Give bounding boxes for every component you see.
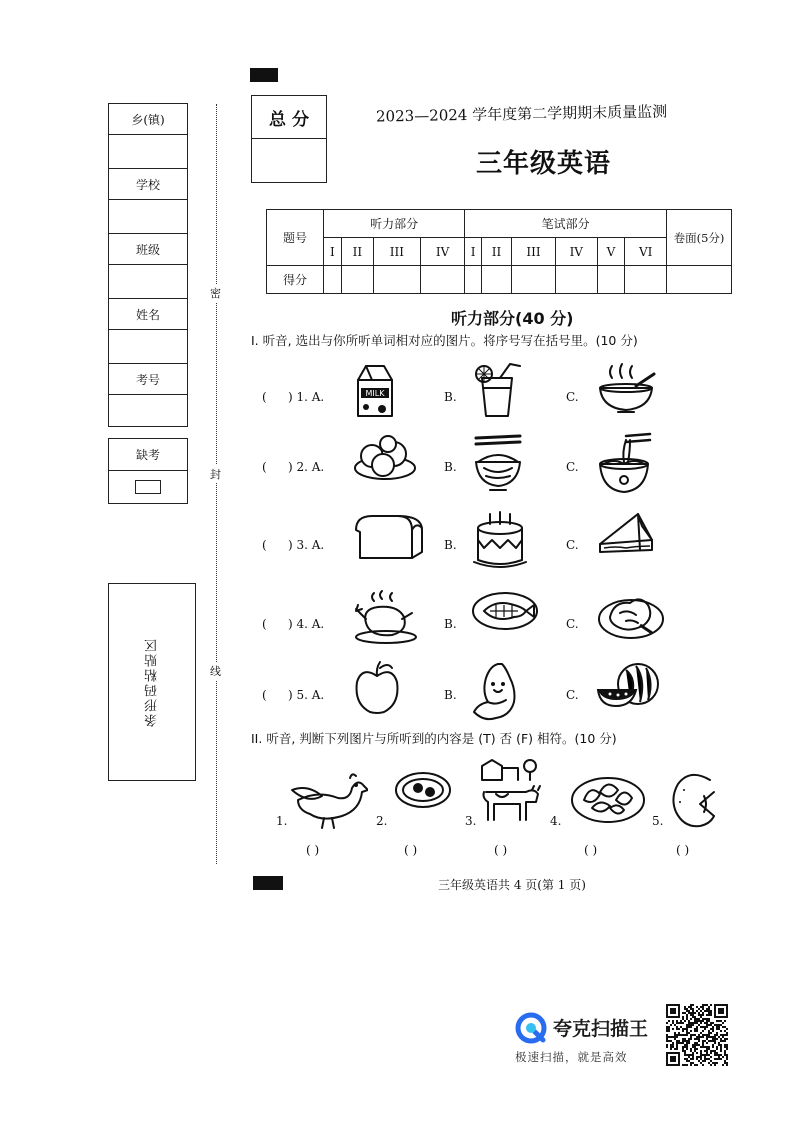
info-label-school: 学校 xyxy=(109,169,187,200)
q2-instruction: II. 听音, 判断下列图片与所听到的内容是 (T) 否 (F) 相符。(10 分) xyxy=(251,731,617,746)
buns-icon xyxy=(352,432,418,482)
q1-row xyxy=(0,508,794,578)
orange-icon xyxy=(670,770,716,830)
banana-icon xyxy=(470,660,520,722)
scanner-watermark xyxy=(515,1008,665,1068)
score-cell[interactable] xyxy=(512,266,556,294)
answer-bracket[interactable]: ( xyxy=(262,460,267,474)
q2-item-number: 1. xyxy=(276,814,288,828)
q2-item-number: 3. xyxy=(465,814,477,828)
answer-bracket[interactable]: ( ) xyxy=(306,843,320,857)
info-field-town[interactable] xyxy=(109,135,187,169)
score-table-listening-header: 听力部分 xyxy=(324,210,465,238)
meat-icon xyxy=(596,589,666,641)
answer-bracket[interactable]: ( xyxy=(262,390,267,404)
score-cell[interactable] xyxy=(373,266,420,294)
registration-mark-top xyxy=(250,68,278,82)
fish-icon xyxy=(470,589,540,633)
q1-item-label: ) 4. A. xyxy=(288,617,325,631)
rice-icon xyxy=(470,432,526,492)
noodles-icon xyxy=(596,432,652,498)
score-cell[interactable] xyxy=(465,266,482,294)
option-letter-c: C. xyxy=(566,460,579,474)
q2-item-number: 5. xyxy=(652,814,664,828)
option-letter-b: B. xyxy=(444,688,457,702)
soup-icon xyxy=(596,362,658,414)
info-field-class[interactable] xyxy=(109,265,187,299)
score-table-neatness-header: 卷面(5分) xyxy=(667,210,732,266)
dumplings-icon xyxy=(570,770,646,826)
q1-row xyxy=(0,430,794,500)
info-label-name: 姓名 xyxy=(109,299,187,330)
score-table-score-label: 得分 xyxy=(267,266,324,294)
info-field-name[interactable] xyxy=(109,330,187,364)
q2-item-number: 4. xyxy=(550,814,562,828)
page-info: 三年级英语共 4 页(第 1 页) xyxy=(438,878,586,892)
score-col-written-2: II xyxy=(481,238,511,266)
scanner-logo-icon xyxy=(515,1012,547,1044)
juice-icon xyxy=(470,362,526,418)
seal-char-mi: 密 xyxy=(210,284,221,302)
qr-code-icon[interactable] xyxy=(666,1004,728,1066)
q1-item-label: ) 1. A. xyxy=(288,390,325,404)
info-field-school[interactable] xyxy=(109,200,187,234)
exam-title: 2023—2024 学年度第二学期期末质量监测 xyxy=(375,102,668,126)
answer-bracket[interactable]: ( xyxy=(262,617,267,631)
score-col-listening-2: II xyxy=(341,238,373,266)
option-letter-c: C. xyxy=(566,390,579,404)
svg-text:MILK: MILK xyxy=(365,389,385,398)
q1-instruction: I. 听音, 选出与你所听单词相对应的图片。将序号写在括号里。(10 分) xyxy=(251,333,638,348)
score-cell[interactable] xyxy=(597,266,625,294)
score-cell[interactable] xyxy=(481,266,511,294)
apple-icon xyxy=(352,660,402,716)
score-cell[interactable] xyxy=(556,266,598,294)
score-col-listening-4: IV xyxy=(420,238,464,266)
option-letter-b: B. xyxy=(444,460,457,474)
info-label-class: 班级 xyxy=(109,234,187,265)
score-col-written-5: V xyxy=(597,238,625,266)
score-col-written-1: I xyxy=(465,238,482,266)
option-letter-c: C. xyxy=(566,538,579,552)
total-score-field[interactable] xyxy=(252,139,326,183)
q1-item-label: ) 5. A. xyxy=(288,688,325,702)
answer-bracket[interactable]: ( ) xyxy=(676,843,690,857)
score-cell[interactable] xyxy=(324,266,342,294)
answer-bracket[interactable]: ( ) xyxy=(404,843,418,857)
barcode-label: 条形码粘贴区 xyxy=(144,637,160,727)
score-table-written-header: 笔试部分 xyxy=(465,210,667,238)
milk-carton-icon xyxy=(352,362,398,418)
egg-plate-icon xyxy=(394,770,452,810)
total-score-label: 总 分 xyxy=(252,96,326,139)
subject-title: 三年级英语 xyxy=(476,149,612,179)
score-cell[interactable] xyxy=(667,266,732,294)
score-table-question-label: 题号 xyxy=(267,210,324,266)
sandwich-icon xyxy=(596,510,656,566)
score-col-written-6: VI xyxy=(625,238,667,266)
score-cell[interactable] xyxy=(625,266,667,294)
option-letter-b: B. xyxy=(444,617,457,631)
bread-icon xyxy=(352,510,426,562)
q1-item-label: ) 3. A. xyxy=(288,538,325,552)
cow-farm-icon xyxy=(476,758,542,828)
scanner-brand: 夸克扫描王 xyxy=(553,1018,649,1040)
seal-char-xian: 线 xyxy=(210,662,221,680)
answer-bracket[interactable]: ( ) xyxy=(494,843,508,857)
option-letter-c: C. xyxy=(566,617,579,631)
scanner-slogan: 极速扫描，就是高效 xyxy=(515,1050,628,1064)
score-col-written-3: III xyxy=(512,238,556,266)
answer-bracket[interactable]: ( xyxy=(262,688,267,702)
option-letter-b: B. xyxy=(444,538,457,552)
absent-label: 缺考 xyxy=(109,439,187,471)
chicken-icon xyxy=(352,589,418,645)
q1-row xyxy=(0,360,794,430)
listening-section-title: 听力部分(40 分) xyxy=(451,309,574,328)
answer-bracket[interactable]: ( ) xyxy=(584,843,598,857)
option-letter-b: B. xyxy=(444,390,457,404)
total-score-box xyxy=(251,95,327,183)
q1-row xyxy=(0,587,794,657)
watermelon-icon xyxy=(596,660,662,710)
option-letter-c: C. xyxy=(566,688,579,702)
info-label-town: 乡(镇) xyxy=(109,104,187,135)
q2-item-number: 2. xyxy=(376,814,388,828)
cake-icon xyxy=(470,510,530,572)
score-table xyxy=(266,209,732,294)
info-label-exam-number: 考号 xyxy=(109,364,187,395)
score-col-listening-3: III xyxy=(373,238,420,266)
score-cell[interactable] xyxy=(420,266,464,294)
answer-bracket[interactable]: ( xyxy=(262,538,267,552)
score-col-written-4: IV xyxy=(556,238,598,266)
registration-mark-bottom xyxy=(253,876,283,890)
q1-item-label: ) 2. A. xyxy=(288,460,325,474)
score-col-listening-1: I xyxy=(324,238,342,266)
score-cell[interactable] xyxy=(341,266,373,294)
bird-icon xyxy=(288,770,368,832)
q1-row xyxy=(0,658,794,728)
seal-char-feng: 封 xyxy=(210,465,221,483)
